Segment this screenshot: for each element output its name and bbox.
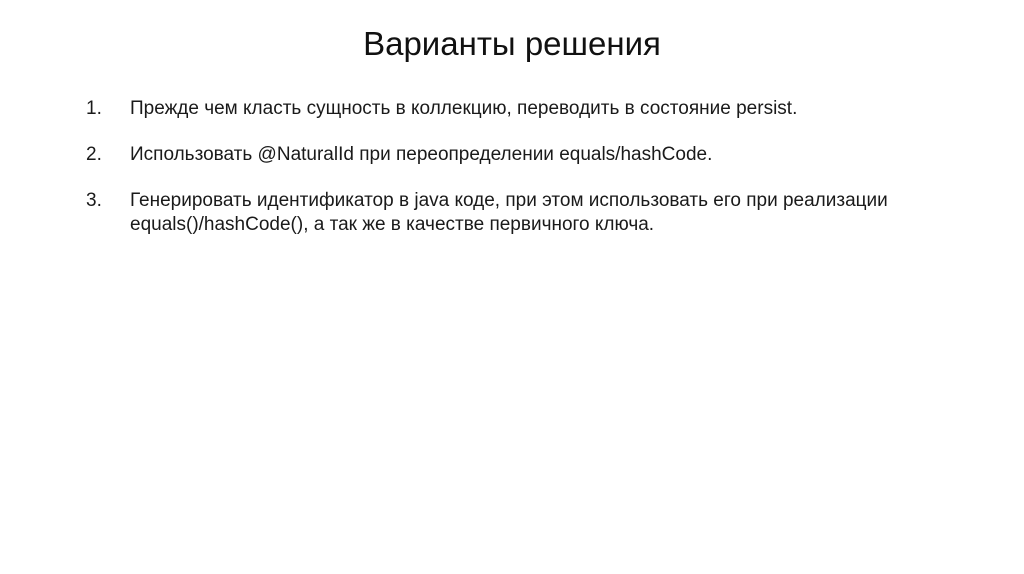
list-item-3 [86, 189, 966, 237]
slide-title: Варианты решения [363, 25, 661, 62]
list-item-text: Прежде чем класть сущность в коллекцию, переводить в состояние persist. [130, 98, 798, 119]
list-item-2 [86, 143, 966, 167]
list-item-text: Генерировать идентификатор в java коде, при этом использовать его при реализации equals()/hashCode(), а так же в качестве первичного ключа. [130, 190, 888, 235]
solutions-list [86, 97, 966, 237]
list-item-1 [86, 97, 966, 121]
list-item-number: 3. [86, 190, 102, 211]
list-item-number: 1. [86, 98, 102, 119]
list-item-number: 2. [86, 144, 102, 165]
list-item-text: Использовать @NaturalId при переопределении equals/hashCode. [130, 144, 713, 165]
